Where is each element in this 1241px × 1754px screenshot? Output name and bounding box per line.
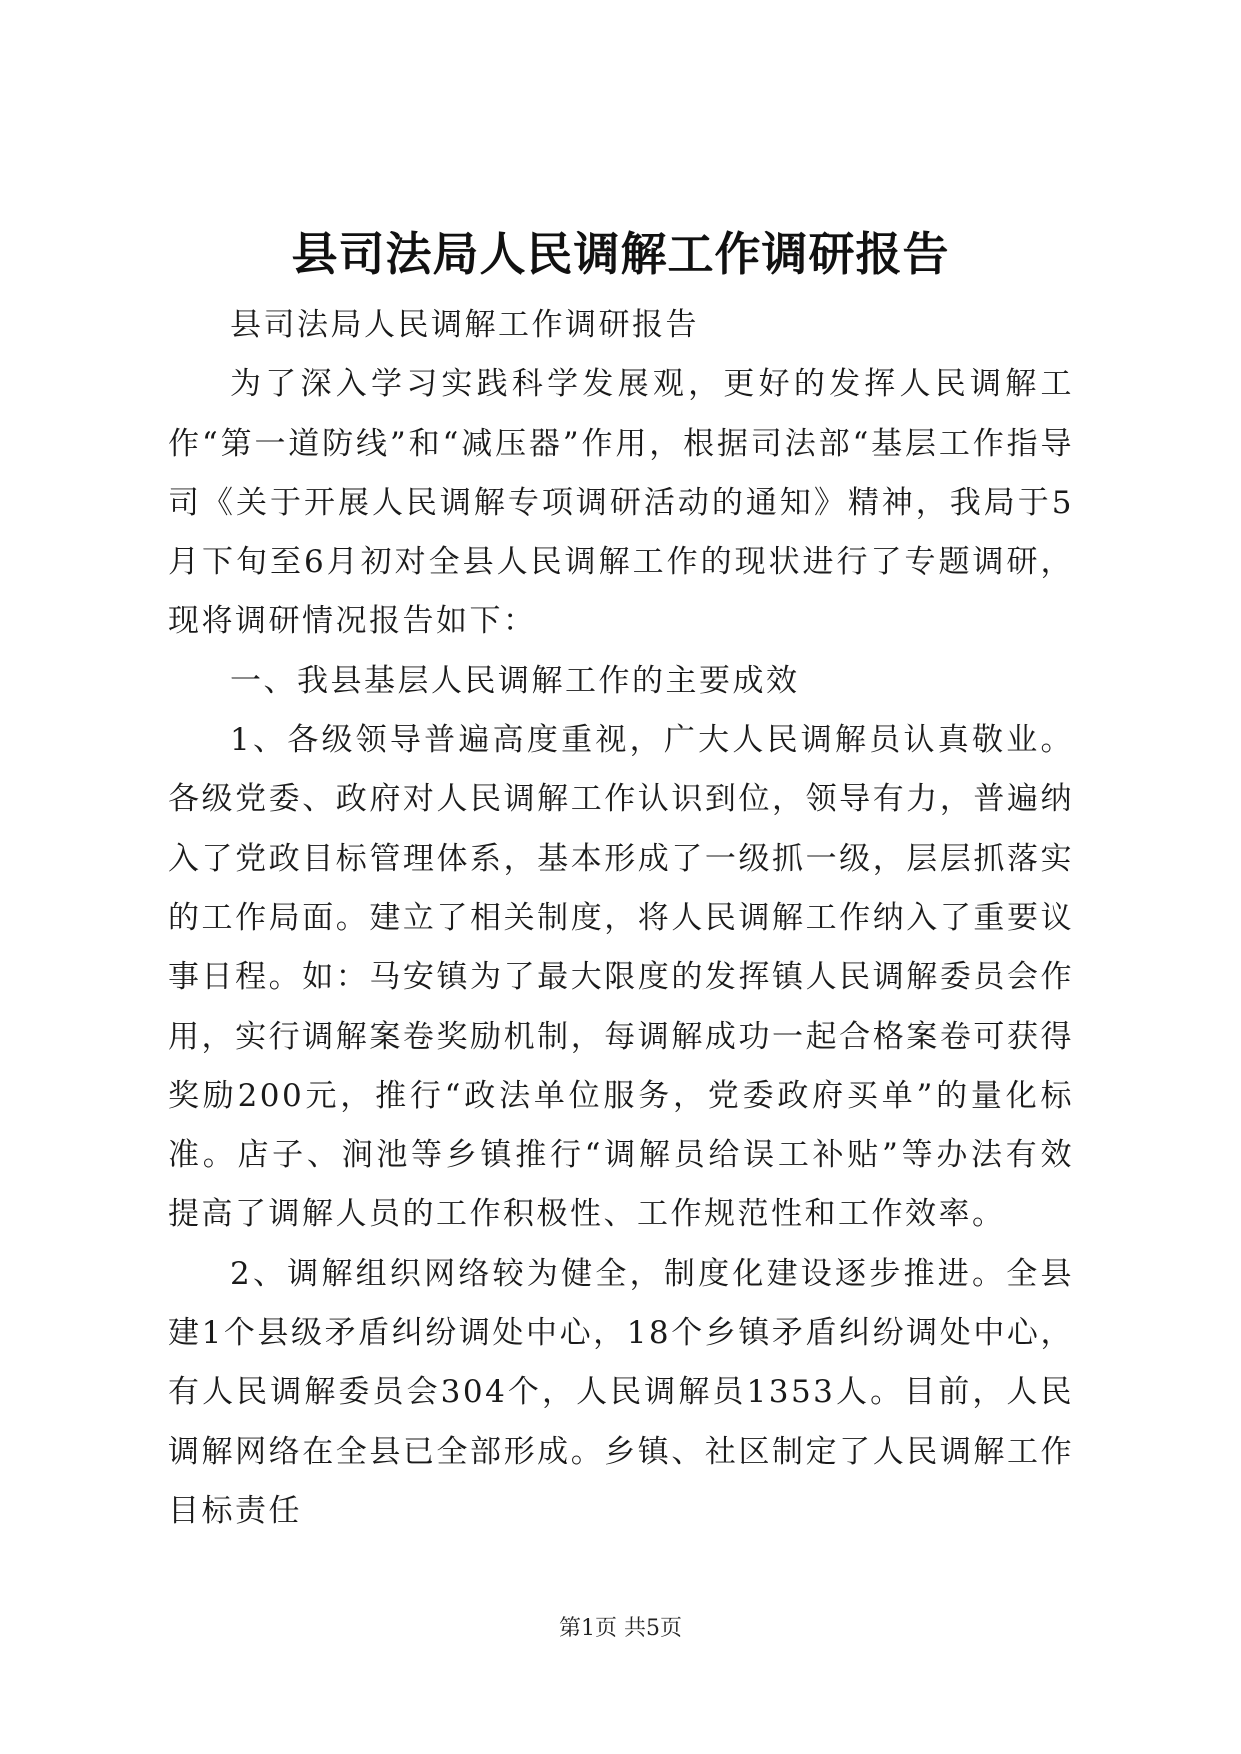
subtitle-paragraph: 县司法局人民调解工作调研报告 <box>230 307 699 343</box>
body-paragraph: 2、调解组织网络较为健全，制度化建设逐步推进。全县建1个县级矛盾纠纷调处中心，18个乡镇矛盾纠纷调处中心，有人民调解委员会304个，人民调解员1353人。目前，人民调解网络在全县已全部形成。乡镇、社区制定了人民调解工作目标责任 <box>168 1255 1074 1529</box>
page-number-footer: 第1页 共5页 <box>559 1616 682 1641</box>
document-body <box>168 296 1074 1541</box>
document-title: 县司法局人民调解工作调研报告 <box>291 227 950 281</box>
body-paragraph: 1、各级领导普遍高度重视，广大人民调解员认真敬业。各级党委、政府对人民调解工作认识到位，领导有力，普遍纳入了党政目标管理体系，基本形成了一级抓一级，层层抓落实的工作局面。建立了相关制度，将人民调解工作纳入了重要议事日程。如：马安镇为了最大限度的发挥镇人民调解委员会作用，实行调解案卷奖励机制，每调解成功一起合格案卷可获得奖励200元，推行“政法单位服务，党委政府买单”的量化标准。店子、涧池等乡镇推行“调解员给误工补贴”等办法有效提高了调解人员的工作积极性、工作规范性和工作效率。 <box>168 722 1074 1233</box>
intro-paragraph: 为了深入学习实践科学发展观，更好的发挥人民调解工作“第一道防线”和“减压器”作用，根据司法部“基层工作指导司《关于开展人民调解专项调研活动的通知》精神，我局于5月下旬至6月初对全县人民调解工作的现状进行了专题调研，现将调研情况报告如下： <box>168 366 1074 640</box>
section-heading: 一、我县基层人民调解工作的主要成效 <box>230 662 800 699</box>
